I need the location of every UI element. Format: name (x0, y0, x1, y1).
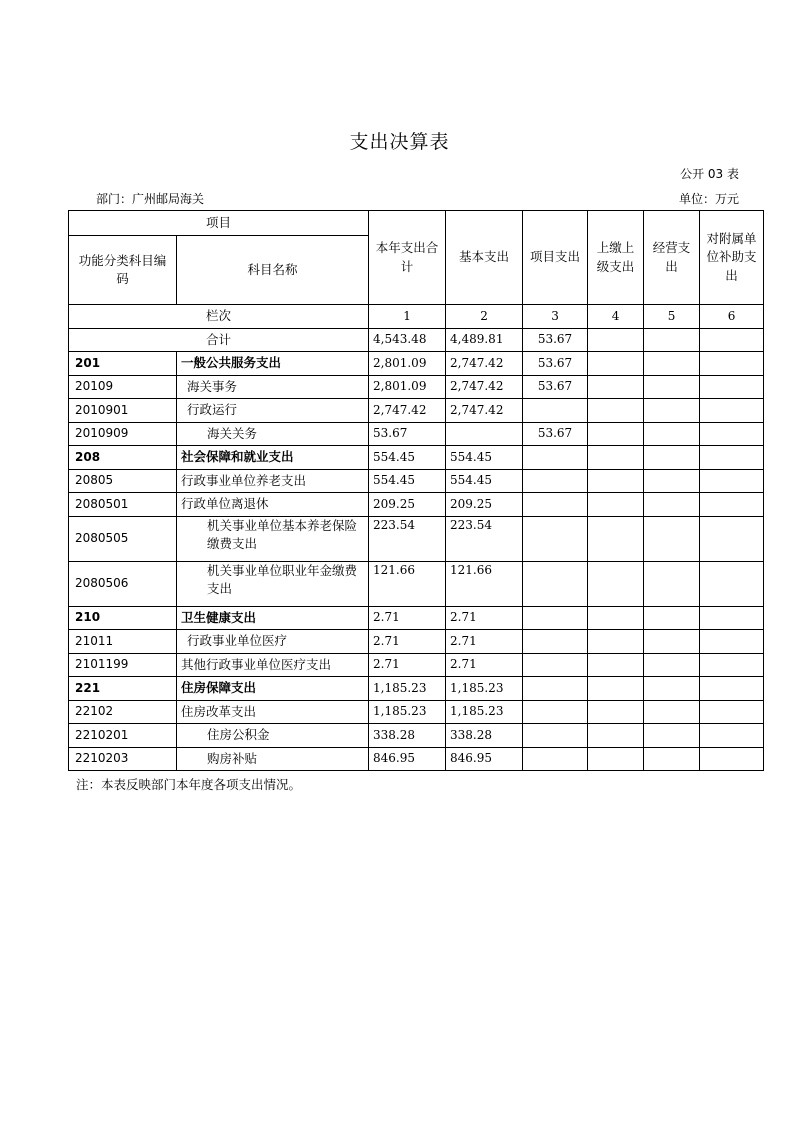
row-value (700, 653, 764, 677)
column-number: 3 (523, 305, 588, 329)
row-code: 2080505 (69, 516, 177, 561)
row-name: 住房保障支出 (177, 677, 369, 701)
row-value (700, 516, 764, 561)
row-value: 554.45 (369, 469, 446, 493)
row-value (588, 677, 644, 701)
row-value (523, 747, 588, 771)
row-value: 2,747.42 (446, 375, 523, 399)
footnote: 注：本表反映部门本年度各项支出情况。 (76, 777, 302, 792)
header-col2: 基本支出 (446, 211, 523, 305)
page-title: 支出决算表 (349, 131, 450, 153)
row-name: 其他行政事业单位医疗支出 (177, 653, 369, 677)
meta-row (96, 190, 739, 207)
total-cell: 4,489.81 (446, 329, 523, 352)
row-value: 338.28 (446, 724, 523, 748)
row-value: 2.71 (369, 653, 446, 677)
row-value: 223.54 (369, 516, 446, 561)
row-name: 住房改革支出 (177, 700, 369, 724)
row-value (588, 561, 644, 606)
row-name: 行政运行 (177, 399, 369, 423)
row-value (523, 630, 588, 654)
row-value (644, 700, 700, 724)
table-row (69, 399, 764, 423)
table-row (69, 516, 764, 561)
table-row (69, 422, 764, 446)
row-name: 行政单位离退休 (177, 493, 369, 517)
row-value: 121.66 (369, 561, 446, 606)
row-value (644, 606, 700, 630)
total-row (69, 329, 764, 352)
row-value (644, 422, 700, 446)
row-name: 卫生健康支出 (177, 606, 369, 630)
column-label: 栏次 (69, 305, 369, 329)
row-value: 2,801.09 (369, 352, 446, 376)
table-row (69, 630, 764, 654)
row-value: 2.71 (446, 606, 523, 630)
column-number: 5 (644, 305, 700, 329)
row-value: 846.95 (369, 747, 446, 771)
row-value (644, 375, 700, 399)
header-item: 项目 (69, 211, 369, 236)
row-value (588, 653, 644, 677)
total-cell (644, 329, 700, 352)
row-value (644, 446, 700, 470)
row-value (700, 352, 764, 376)
row-name: 社会保障和就业支出 (177, 446, 369, 470)
row-value (523, 446, 588, 470)
row-value (700, 561, 764, 606)
row-value: 2.71 (446, 653, 523, 677)
row-name: 住房公积金 (177, 724, 369, 748)
row-name: 行政事业单位医疗 (177, 630, 369, 654)
row-name: 海关事务 (177, 375, 369, 399)
table-row (69, 677, 764, 701)
total-cell (700, 329, 764, 352)
total-cell (588, 329, 644, 352)
table-row (69, 493, 764, 517)
row-value (644, 724, 700, 748)
row-value (644, 747, 700, 771)
row-value (523, 677, 588, 701)
row-value (644, 630, 700, 654)
row-value: 846.95 (446, 747, 523, 771)
row-value: 554.45 (446, 446, 523, 470)
total-cell: 53.67 (523, 329, 588, 352)
row-value (644, 677, 700, 701)
row-code: 210 (69, 606, 177, 630)
row-value (523, 493, 588, 517)
header-col5: 经营支出 (644, 211, 700, 305)
row-value (588, 700, 644, 724)
table-row (69, 606, 764, 630)
row-name: 一般公共服务支出 (177, 352, 369, 376)
row-code: 208 (69, 446, 177, 470)
table-row (69, 469, 764, 493)
row-value (523, 653, 588, 677)
row-value (700, 446, 764, 470)
row-value (644, 653, 700, 677)
row-code: 201 (69, 352, 177, 376)
row-value: 1,185.23 (369, 677, 446, 701)
row-value: 1,185.23 (446, 677, 523, 701)
department-label: 部门：广州邮局海关 (96, 192, 205, 206)
row-value (644, 516, 700, 561)
row-value: 338.28 (369, 724, 446, 748)
row-value (588, 469, 644, 493)
row-value (523, 399, 588, 423)
row-value (700, 700, 764, 724)
row-value (523, 606, 588, 630)
header-col6: 对附属单位补助支出 (700, 211, 764, 305)
total-cell: 4,543.48 (369, 329, 446, 352)
row-code: 20109 (69, 375, 177, 399)
table-row (69, 700, 764, 724)
row-value: 2.71 (369, 630, 446, 654)
header-row-1 (69, 211, 764, 236)
row-name: 购房补贴 (177, 747, 369, 771)
table-row (69, 446, 764, 470)
column-number: 2 (446, 305, 523, 329)
row-value (700, 747, 764, 771)
row-value (588, 516, 644, 561)
row-value: 209.25 (446, 493, 523, 517)
row-value: 1,185.23 (369, 700, 446, 724)
row-value: 2.71 (369, 606, 446, 630)
column-number-row (69, 305, 764, 329)
row-value: 554.45 (369, 446, 446, 470)
row-code: 2210201 (69, 724, 177, 748)
row-value: 2,747.42 (446, 399, 523, 423)
row-code: 221 (69, 677, 177, 701)
row-value (700, 422, 764, 446)
row-value (523, 724, 588, 748)
row-value (644, 493, 700, 517)
row-value (700, 399, 764, 423)
row-value (700, 493, 764, 517)
row-value (588, 352, 644, 376)
row-value: 2,801.09 (369, 375, 446, 399)
row-code: 2010901 (69, 399, 177, 423)
row-value: 2,747.42 (446, 352, 523, 376)
header-subject-name: 科目名称 (177, 236, 369, 305)
row-value: 209.25 (369, 493, 446, 517)
row-value: 2,747.42 (369, 399, 446, 423)
table-row (69, 747, 764, 771)
row-value: 53.67 (523, 422, 588, 446)
row-value: 53.67 (369, 422, 446, 446)
row-value (588, 375, 644, 399)
row-value (700, 606, 764, 630)
row-code: 2101199 (69, 653, 177, 677)
table-row (69, 375, 764, 399)
row-value: 554.45 (446, 469, 523, 493)
table-row (69, 352, 764, 376)
row-value (700, 724, 764, 748)
row-value: 121.66 (446, 561, 523, 606)
row-name: 机关事业单位职业年金缴费支出 (177, 561, 369, 606)
header-col4: 上缴上级支出 (588, 211, 644, 305)
row-code: 20805 (69, 469, 177, 493)
row-value: 223.54 (446, 516, 523, 561)
header-func-code: 功能分类科目编码 (69, 236, 177, 305)
header-col3: 项目支出 (523, 211, 588, 305)
header-col1: 本年支出合计 (369, 211, 446, 305)
row-name: 行政事业单位养老支出 (177, 469, 369, 493)
column-number: 6 (700, 305, 764, 329)
row-name: 机关事业单位基本养老保险缴费支出 (177, 516, 369, 561)
row-value (523, 561, 588, 606)
row-code: 21011 (69, 630, 177, 654)
row-value (644, 399, 700, 423)
row-value (588, 747, 644, 771)
row-value (700, 630, 764, 654)
row-value (523, 469, 588, 493)
row-value (588, 446, 644, 470)
table-row (69, 724, 764, 748)
row-value (644, 561, 700, 606)
row-value: 53.67 (523, 352, 588, 376)
row-code: 2210203 (69, 747, 177, 771)
row-value (588, 493, 644, 517)
row-value (700, 375, 764, 399)
row-code: 2010909 (69, 422, 177, 446)
row-value (588, 606, 644, 630)
row-value: 2.71 (446, 630, 523, 654)
table-row (69, 561, 764, 606)
row-value: 1,185.23 (446, 700, 523, 724)
row-value (588, 422, 644, 446)
row-value (523, 700, 588, 724)
column-number: 1 (369, 305, 446, 329)
form-number: 公开 03 表 (680, 167, 739, 181)
row-value (523, 516, 588, 561)
row-code: 2080506 (69, 561, 177, 606)
row-value (588, 399, 644, 423)
row-value (588, 724, 644, 748)
row-value (588, 630, 644, 654)
row-value (700, 677, 764, 701)
row-value (446, 422, 523, 446)
row-value (644, 469, 700, 493)
row-value (644, 352, 700, 376)
row-code: 2080501 (69, 493, 177, 517)
row-name: 海关关务 (177, 422, 369, 446)
row-value: 53.67 (523, 375, 588, 399)
total-label: 合计 (69, 329, 369, 352)
unit-label: 单位：万元 (678, 192, 739, 206)
row-code: 22102 (69, 700, 177, 724)
column-number: 4 (588, 305, 644, 329)
expenditure-table (68, 210, 764, 771)
row-value (700, 469, 764, 493)
table-row (69, 653, 764, 677)
